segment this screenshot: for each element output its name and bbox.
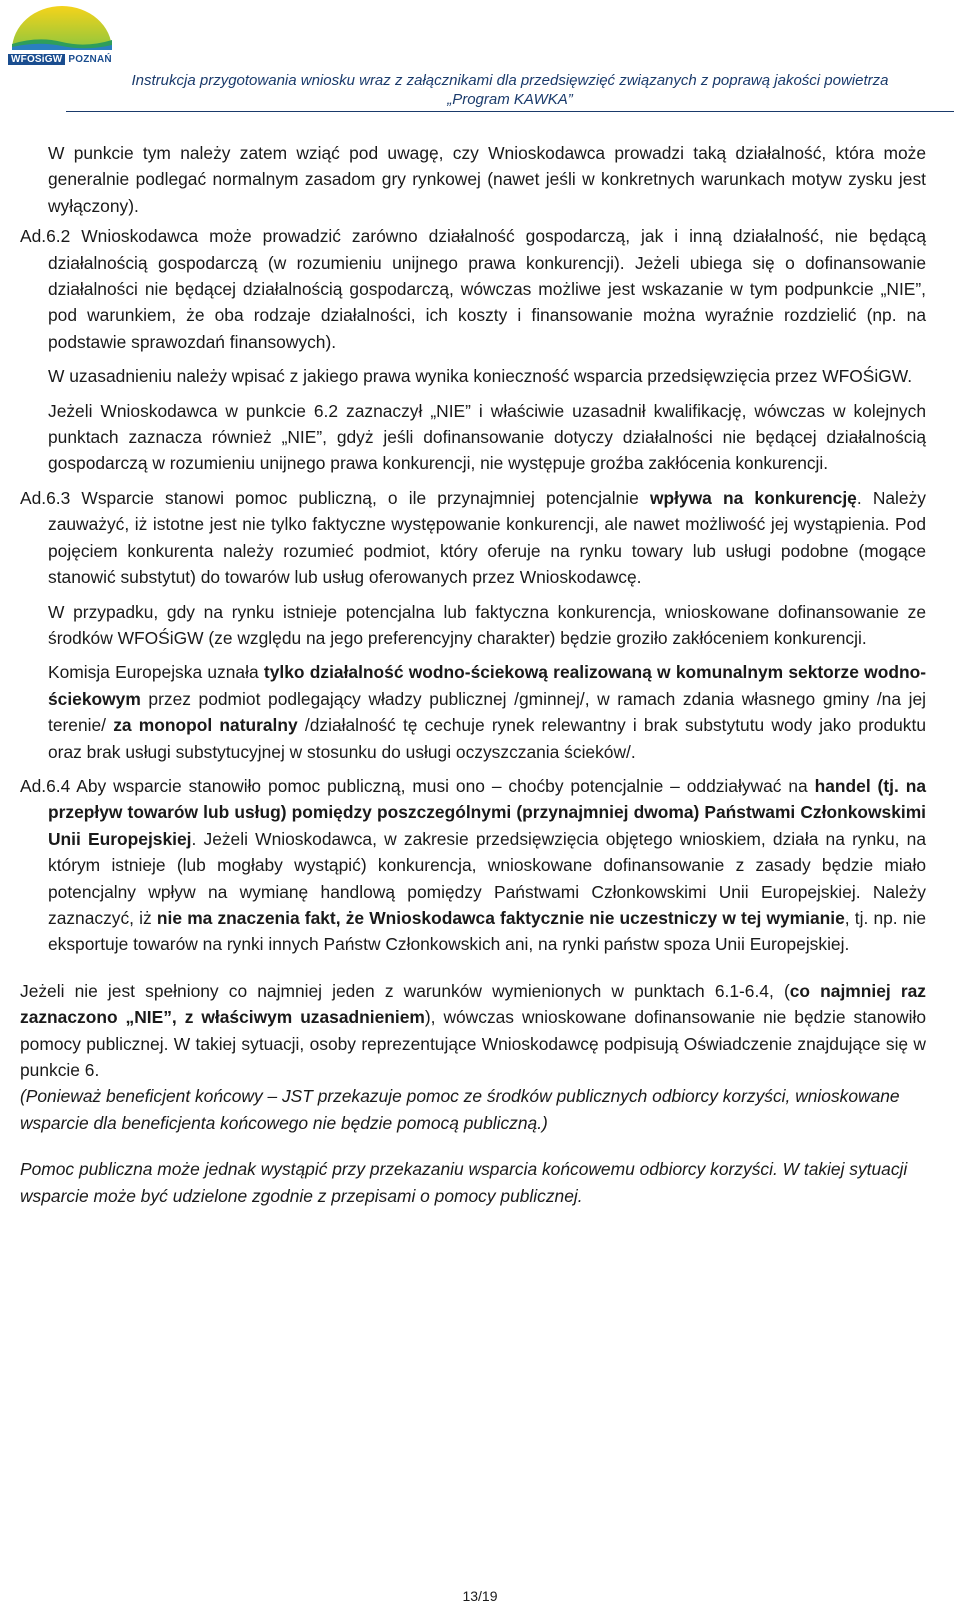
paragraph-intro: W punkcie tym należy zatem wziąć pod uwagę, czy Wnioskodawca prowadzi taką działalność, która może generalnie podlegać normalnym zasadom gry rynkowej (nawet jeśli w konkretnych warunkach motyw zysku jest wyłączony). (48, 143, 926, 216)
paragraph-ad-6-2-justification: W uzasadnieniu należy wpisać z jakiego prawa wynika konieczność wsparcia przedsięwzięcia przez WFOŚiGW. (48, 366, 913, 387)
document-body (20, 140, 926, 1209)
page-header (0, 0, 960, 115)
text-span: Komisja Europejska uznała (48, 662, 264, 683)
paragraph-ad-6-2-nie: Jeżeli Wnioskodawca w punkcie 6.2 zaznaczył „NIE” i właściwie uzasadnił kwalifikację, wówczas w kolejnych punktach zaznacza również „NIE”, gdyż jeśli dofinansowanie dotyczy działalności nie będącej działalnością gospodarczą w rozumieniu unijnego prawa konkurencji, nie występuje groźba zakłócenia konkurencji. (48, 400, 926, 474)
header-title: Instrukcja przygotowania wniosku wraz z załącznikami dla przedsięwzięć związanych z poprawą jakości powietrza (131, 72, 889, 89)
paragraph-ad-6-2: Ad.6.2 Wnioskodawca może prowadzić zarówno działalność gospodarczą, jak i inną działalność, nie będącą działalnością gospodarczą (w rozumieniu unijnego prawa konkurencji). Jeżeli ubiega się o dofinansowanie działalności nie będącej działalnością gospodarczą, wówczas możliwe jest wskazanie w tym podpunkcie „NIE”, pod warunkiem, że oba rodzaje działalności, ich koszty i finansowanie można wyraźnie rozdzielić (np. na podstawie sprawozdań finansowych). (20, 226, 926, 352)
text-span: Ad.6.3 Wsparcie stanowi pomoc publiczną, o ile przynajmniej potencjalnie (20, 487, 650, 508)
logo-wordmark: WFOŚiGW (8, 54, 65, 65)
text-span: ), wówczas wnioskowane dofinansowanie nie będzie stanowiło pomocy publicznej. W takiej sytuacji, osoby reprezentujące Wnioskodawcę podpisują Oświadczenie znajdujące się w punkcie 6. (20, 1007, 926, 1080)
bold-span: co najmniej raz zaznaczono „NIE”, z właściwym uzasadnieniem (20, 980, 926, 1028)
text-span: . Należy zauważyć, iż istotne jest nie tylko faktyczne występowanie konkurencji, ale nawet możliwość jej wystąpienia. Pod pojęciem konkurenta należy rozumieć podmiot, który oferuje na rynku towary lub usługi podobne (mogące stanowić substytut) do towarów lub usług oferowanych przez Wnioskodawcę. (48, 487, 926, 588)
text-span: Ad.6.4 Aby wsparcie stanowiło pomoc publiczną, musi ono – choćby potencjalnie – oddziaływać na (20, 775, 815, 796)
text-span: przez podmiot podlegający władzy publicznej /gminnej/, w ramach zdania własnego gminy /na jej terenie/ (48, 688, 926, 736)
header-divider (66, 111, 954, 112)
paragraph-ad-6-3-commission (20, 659, 926, 765)
bold-span: tylko działalność wodno-ściekową realizowaną w komunalnym sektorze wodno-ściekowym (48, 662, 926, 709)
bold-span: wpływa na konkurencję (649, 487, 857, 508)
text-span: , tj. np. nie eksportuje towarów na rynki innych Państw Członkowskich ani, na rynki państw spoza Unii Europejskiej. (48, 907, 926, 955)
text-span: Jeżeli nie jest spełniony co najmniej jeden z warunków wymienionych w punktach 6.1-6.4, ( (20, 980, 790, 1001)
bold-span: handel (tj. na przepływ towarów lub usług) pomiędzy poszczególnymi (przynajmniej dwoma) Państwami Członkowskimi Unii Europejskiej (48, 775, 926, 849)
text-span: /działalność tę cechuje rynek relewantny i brak substytutu wody jako produktu oraz brak usługi substytucyjnej w stosunku do usługi oczyszczania ścieków/. (48, 715, 927, 762)
header-subtitle: „Program KAWKA” (447, 91, 573, 108)
page-number: 13/19 (462, 1588, 498, 1604)
paragraph-italic-note: (Ponieważ beneficjent końcowy – JST przekazuje pomoc ze środków publicznych odbiorcy korzyści, wnioskowane wsparcie dla beneficjenta końcowego nie będzie pomocą publiczną.) (20, 1086, 900, 1133)
paragraph-italic-final: Pomoc publiczna może jednak wystąpić przy przekazaniu wsparcia końcowemu odbiorcy korzyści. W takiej sytuacji wsparcie może być udzielone zgodnie z przepisami o pomocy publicznej. (20, 1159, 908, 1206)
paragraph-ad-6-3-competition: W przypadku, gdy na rynku istnieje potencjalna lub faktyczna konkurencja, wnioskowane dofinansowanie ze środków WFOŚiGW (ze względu na jego preferencyjny charakter) będzie groziło zakłóceniem konkurencji. (48, 601, 926, 648)
bold-span: nie ma znaczenia fakt, że Wnioskodawca faktycznie nie uczestniczy w tej wymianie (156, 907, 845, 928)
paragraph-ad-6-3 (20, 485, 926, 591)
bold-span: za monopol naturalny (113, 715, 298, 736)
text-span: . Jeżeli Wnioskodawca, w zakresie przedsięwzięcia objętego wnioskiem, działa na rynku, na którym istnieje (lub mogłaby wystąpić) konkurencja, wnioskowane dofinansowanie z zasady będzie miało potencjalny wpływ na wymianę handlową pomiędzy Państwami Członkowskimi Unii Europejskiej. Należy zaznaczyć, iż (48, 828, 926, 928)
logo-caption (8, 54, 112, 65)
logo-city: POZNAŃ (68, 54, 112, 65)
paragraph-ad-6-4 (20, 773, 926, 958)
paragraph-summary (20, 978, 926, 1084)
